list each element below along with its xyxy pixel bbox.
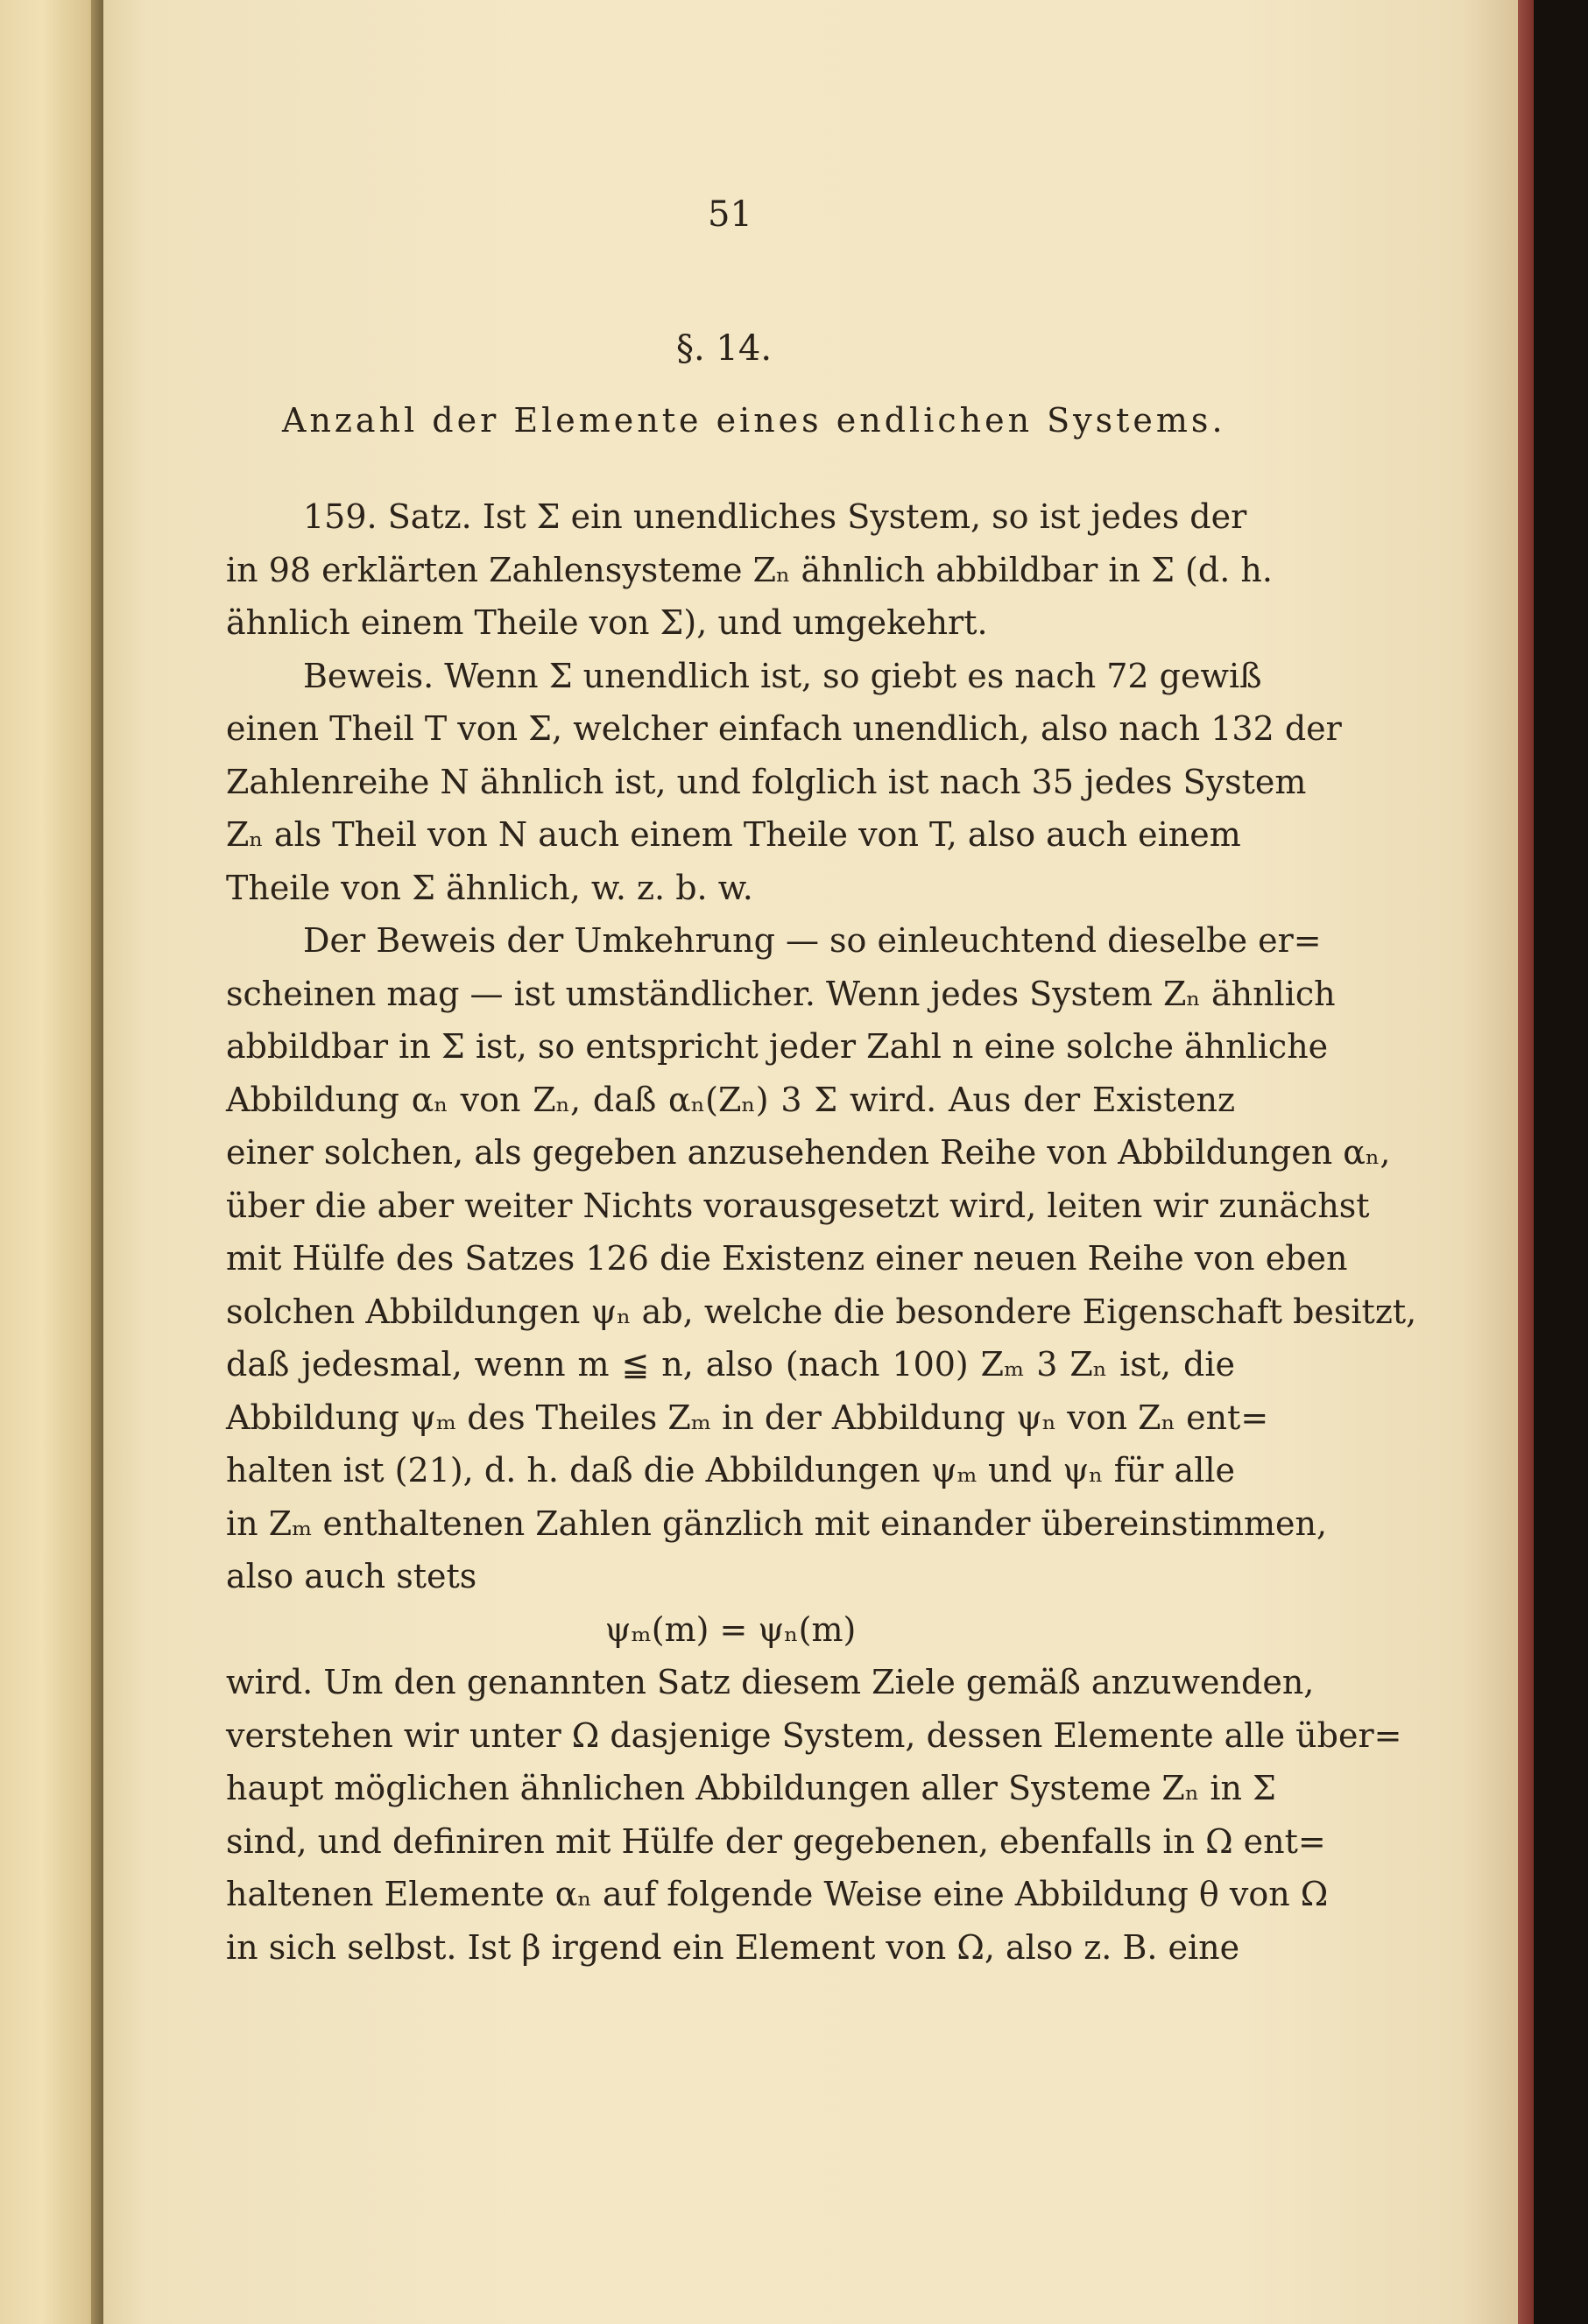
- text-line: scheinen mag — ist umständlicher. Wenn jedes System Zₙ ähnlich: [226, 974, 1336, 1013]
- text-line: einer solchen, als gegeben anzusehenden Reihe von Abbildungen αₙ,: [226, 1133, 1391, 1172]
- text-line: Theile von Σ ähnlich, w. z. b. w.: [226, 868, 753, 907]
- text-line: haupt möglichen ähnlichen Abbildungen aller Systeme Zₙ in Σ: [226, 1769, 1276, 1807]
- text-line: einen Theil T von Σ, welcher einfach unendlich, also nach 132 der: [226, 709, 1342, 748]
- section-heading: Anzahl der Elemente eines endlichen Systems.: [282, 401, 1226, 440]
- text-line: in 98 erklärten Zahlensysteme Zₙ ähnlich abbildbar in Σ (d. h.: [226, 550, 1273, 589]
- text-line: in sich selbst. Ist β irgend ein Element von Ω, also z. B. eine: [226, 1927, 1240, 1967]
- text-line: Zₙ als Theil von N auch einem Theile von T, also auch einem: [226, 815, 1241, 854]
- text-line: wird. Um den genannten Satz diesem Ziele gemäß anzuwenden,: [226, 1663, 1315, 1701]
- text-line: Beweis. Wenn Σ unendlich ist, so giebt es nach 72 gewiß: [303, 656, 1262, 695]
- section-number: §. 14.: [676, 328, 773, 369]
- text-line: sind, und definiren mit Hülfe der gegebenen, ebenfalls in Ω ent=: [226, 1821, 1326, 1861]
- text-line: über die aber weiter Nichts vorausgesetzt wird, leiten wir zunächst: [226, 1186, 1370, 1225]
- text-line: in Zₘ enthaltenen Zahlen gänzlich mit einander übereinstimmen,: [226, 1504, 1328, 1543]
- text-line: 159. Satz. Ist Σ ein unendliches System, so ist jedes der: [303, 497, 1247, 536]
- text-line: Der Beweis der Umkehrung — so einleuchtend dieselbe er=: [303, 921, 1322, 960]
- text-line: daß jedesmal, wenn m ≦ n, also (nach 100) Zₘ 3 Zₙ ist, die: [226, 1345, 1235, 1384]
- text-line: Zahlenreihe N ähnlich ist, und folglich ist nach 35 jedes System: [226, 762, 1307, 801]
- page-edge-red: [1518, 0, 1534, 2324]
- text-line: verstehen wir unter Ω dasjenige System, dessen Elemente alle über=: [226, 1715, 1402, 1755]
- page-number: 51: [708, 194, 752, 235]
- text-line: ψₘ(m) = ψₙ(m): [604, 1609, 857, 1649]
- previous-page-edge: [0, 0, 103, 2324]
- background-right: [1534, 0, 1588, 2324]
- body-text: [226, 490, 1417, 1974]
- text-line: halten ist (21), d. h. daß die Abbildungen ψₘ und ψₙ für alle: [226, 1451, 1235, 1489]
- text-line: ähnlich einem Theile von Σ), und umgekehrt.: [226, 603, 988, 642]
- text-line: haltenen Elemente αₙ auf folgende Weise eine Abbildung θ von Ω: [226, 1875, 1329, 1913]
- text-line: Abbildung ψₘ des Theiles Zₘ in der Abbildung ψₙ von Zₙ ent=: [226, 1398, 1269, 1437]
- text-line: also auch stets: [226, 1557, 477, 1595]
- text-line: solchen Abbildungen ψₙ ab, welche die besondere Eigenschaft besitzt,: [226, 1292, 1417, 1331]
- text-line: abbildbar in Σ ist, so entspricht jeder Zahl n eine solche ähnliche: [226, 1027, 1329, 1066]
- text-line: Abbildung αₙ von Zₙ, daß αₙ(Zₙ) 3 Σ wird. Aus der Existenz: [226, 1080, 1235, 1119]
- text-line: mit Hülfe des Satzes 126 die Existenz einer neuen Reihe von eben: [226, 1239, 1348, 1278]
